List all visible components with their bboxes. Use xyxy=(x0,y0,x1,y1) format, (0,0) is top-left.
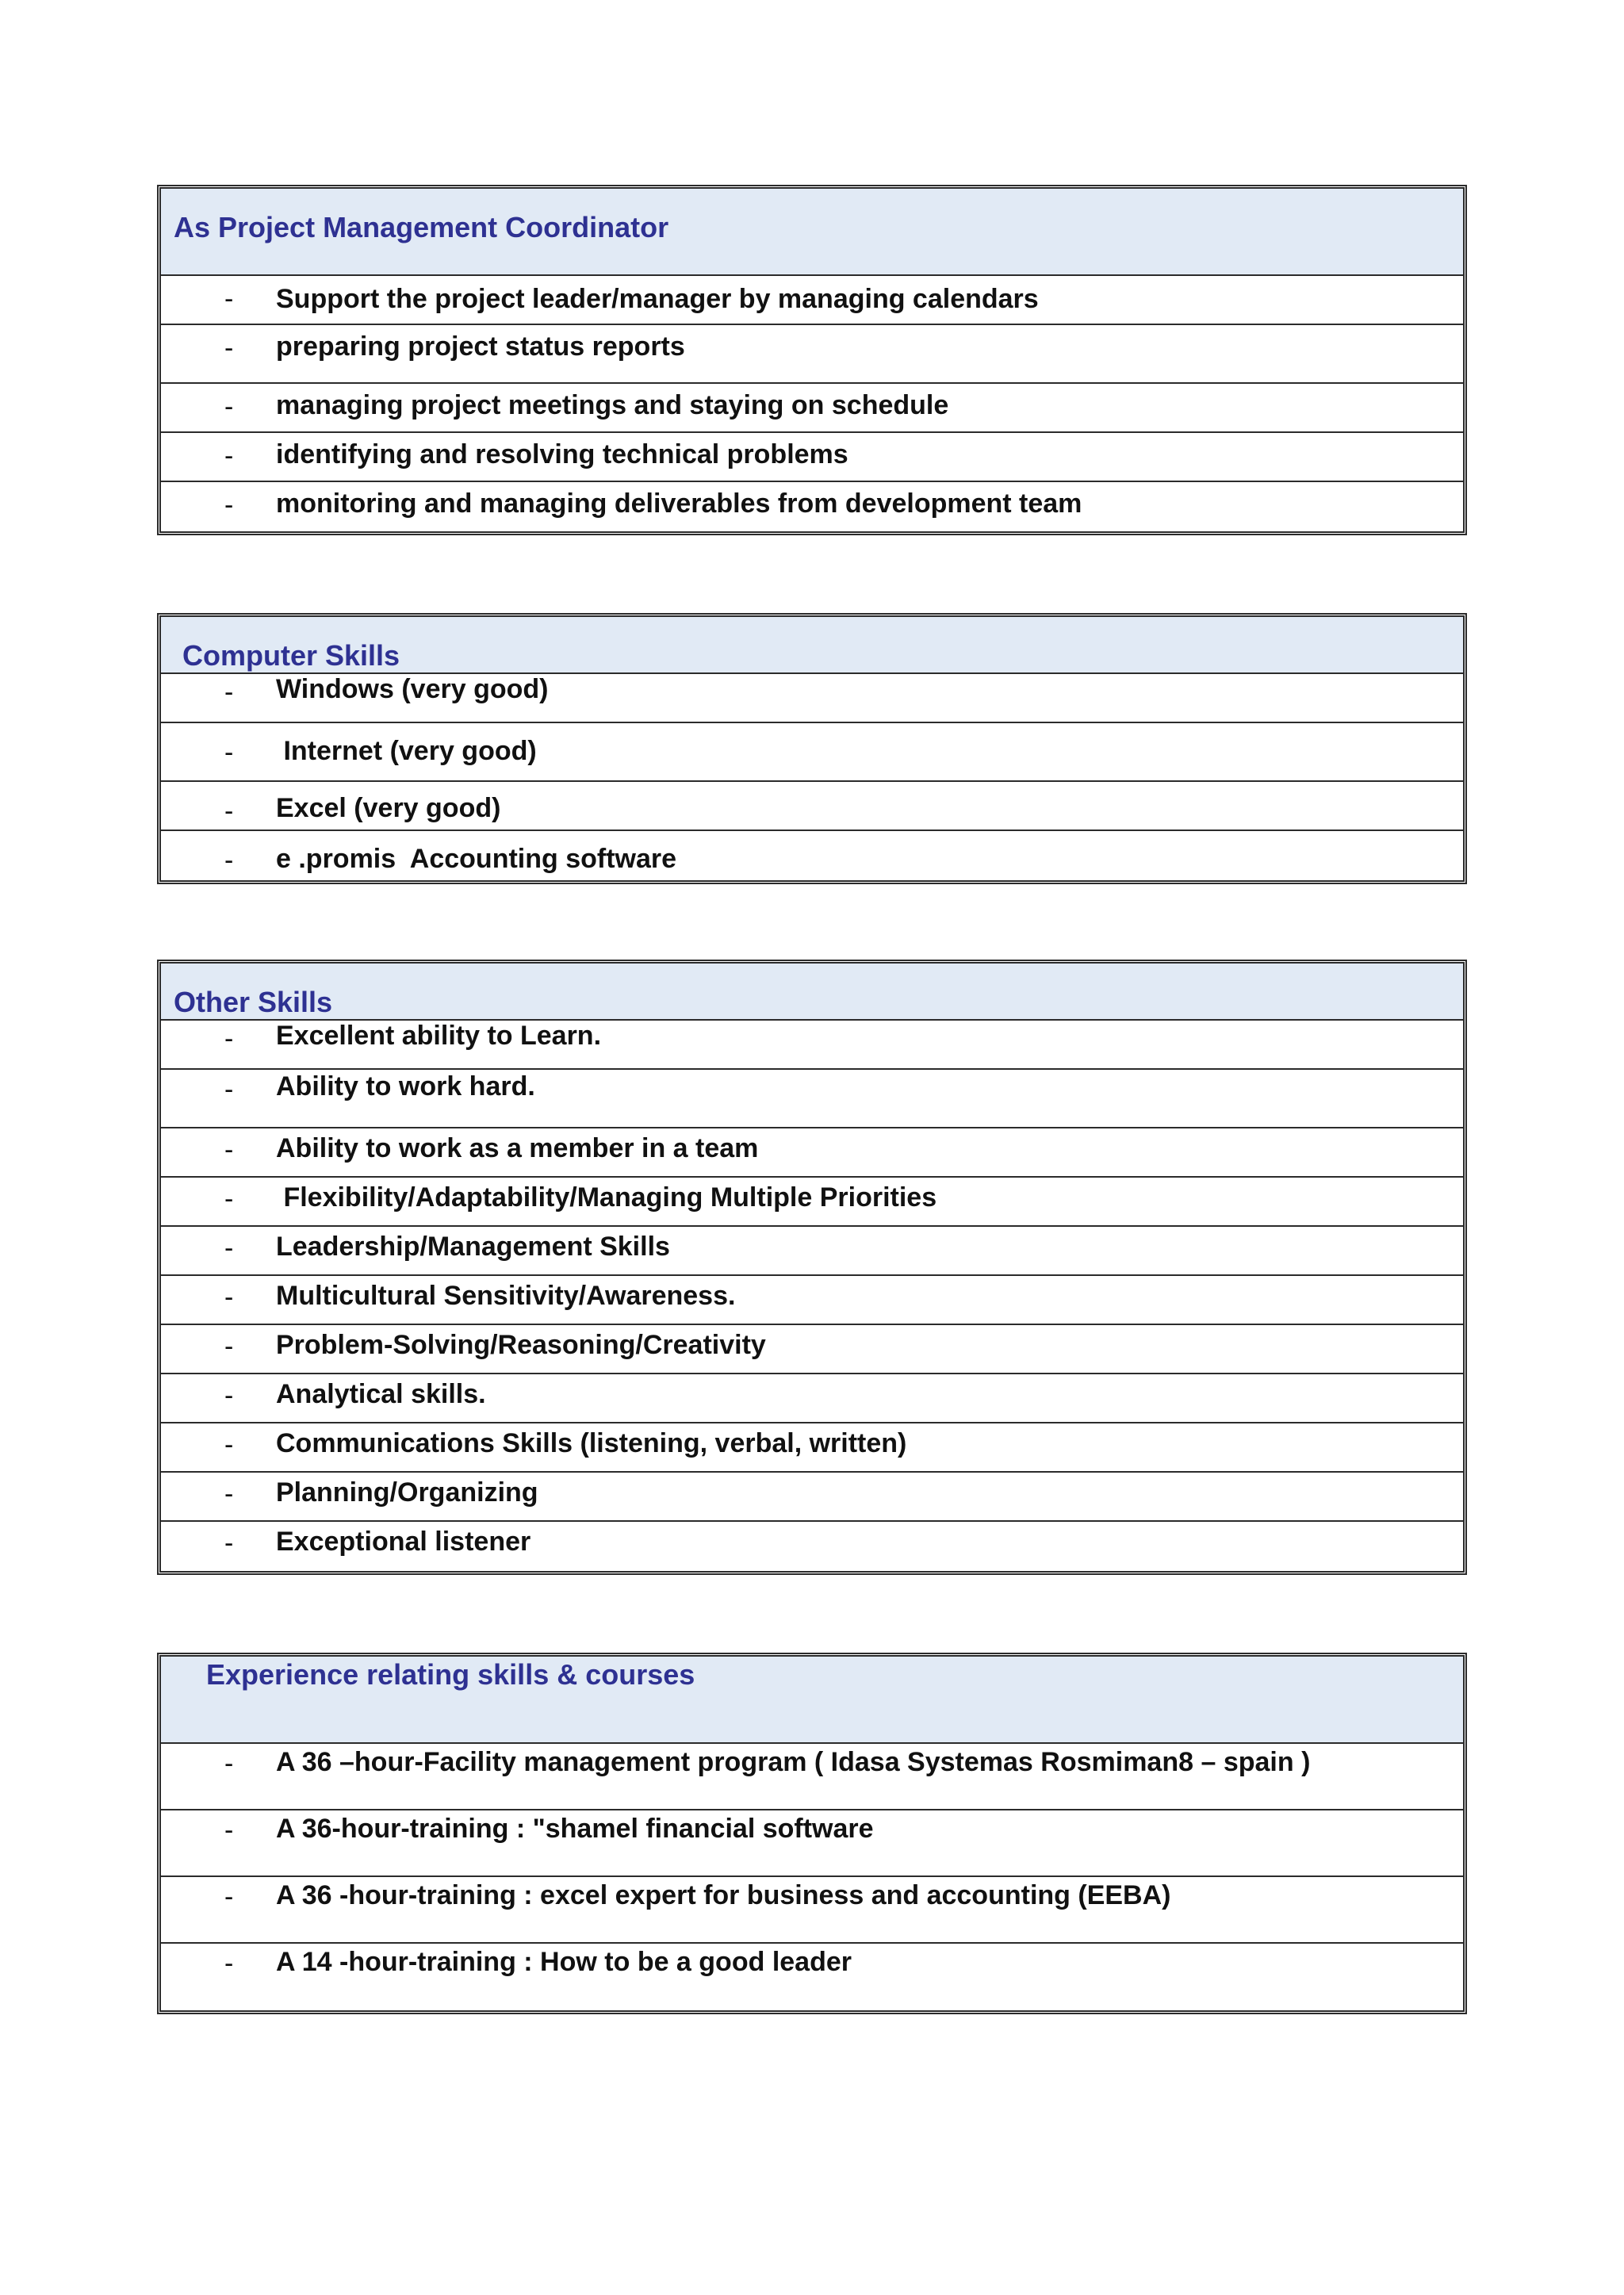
section-header xyxy=(161,617,1463,674)
list-item-text: A 14 -hour-training : How to be a good leader xyxy=(276,1947,852,1977)
list-item-text: Analytical skills. xyxy=(276,1379,486,1409)
section-title: Other Skills xyxy=(174,986,333,1018)
bullet-dash: - xyxy=(224,1233,234,1263)
list-item-text: identifying and resolving technical problems xyxy=(276,439,848,469)
list-item xyxy=(161,1944,1463,2010)
bullet-dash: - xyxy=(224,1331,234,1362)
bullet-dash: - xyxy=(224,1184,234,1214)
list-item-text: e .promis Accounting software xyxy=(276,844,677,874)
list-item-text: Excellent ability to Learn. xyxy=(276,1021,602,1051)
list-item xyxy=(161,1473,1463,1522)
bullet-dash: - xyxy=(224,1815,234,1845)
section-other-skills xyxy=(157,960,1467,1575)
list-item-text: Excel (very good) xyxy=(276,793,501,823)
list-item xyxy=(161,325,1463,384)
list-item xyxy=(161,1227,1463,1276)
list-item-text: Support the project leader/manager by managing calendars xyxy=(276,284,1039,314)
list-item-text: Leadership/Management Skills xyxy=(276,1232,670,1262)
list-item xyxy=(161,1374,1463,1423)
list-item xyxy=(161,1423,1463,1473)
section-header xyxy=(161,189,1463,276)
list-item-text: Multicultural Sensitivity/Awareness. xyxy=(276,1281,736,1311)
list-item-text: Windows (very good) xyxy=(276,674,549,704)
list-item-text: Communications Skills (listening, verbal, written) xyxy=(276,1428,907,1458)
list-item xyxy=(161,1522,1463,1571)
list-item xyxy=(161,723,1463,782)
section-title: As Project Management Coordinator xyxy=(174,211,669,243)
list-item-text: Ability to work as a member in a team xyxy=(276,1133,759,1163)
bullet-dash: - xyxy=(224,1479,234,1509)
list-item-text: Internet (very good) xyxy=(276,736,537,766)
list-item-text: Planning/Organizing xyxy=(276,1477,538,1508)
bullet-dash: - xyxy=(224,1135,234,1165)
bullet-dash: - xyxy=(224,796,234,826)
bullet-dash: - xyxy=(224,284,234,314)
list-item xyxy=(161,1744,1463,1810)
bullet-dash: - xyxy=(224,392,234,422)
list-item-text: Exceptional listener xyxy=(276,1527,531,1557)
list-item-text: preparing project status reports xyxy=(276,331,685,362)
section-project-management xyxy=(157,185,1467,535)
list-item-text: A 36 –hour-Facility management program ( Idasa Systemas Rosmiman8 – spain ) xyxy=(276,1747,1311,1777)
section-experience-courses xyxy=(157,1653,1467,2014)
bullet-dash: - xyxy=(224,333,234,363)
list-item xyxy=(161,482,1463,531)
section-header xyxy=(161,1657,1463,1744)
list-item xyxy=(161,1178,1463,1227)
list-item xyxy=(161,782,1463,831)
bullet-dash: - xyxy=(224,738,234,768)
bullet-dash: - xyxy=(224,1948,234,1979)
bullet-dash: - xyxy=(224,1282,234,1312)
list-item xyxy=(161,674,1463,723)
list-item xyxy=(161,1128,1463,1178)
list-item xyxy=(161,276,1463,325)
bullet-dash: - xyxy=(224,1430,234,1460)
bullet-dash: - xyxy=(224,845,234,875)
list-item xyxy=(161,384,1463,433)
list-item-text: A 36 -hour-training : excel expert for business and accounting (EEBA) xyxy=(276,1880,1171,1910)
list-item xyxy=(161,1276,1463,1325)
list-item xyxy=(161,1021,1463,1070)
list-item-text: Problem-Solving/Reasoning/Creativity xyxy=(276,1330,766,1360)
bullet-dash: - xyxy=(224,1381,234,1411)
bullet-dash: - xyxy=(224,1528,234,1558)
list-item-text: A 36-hour-training : "shamel financial software xyxy=(276,1814,874,1844)
list-item xyxy=(161,1810,1463,1877)
list-item xyxy=(161,433,1463,482)
list-item xyxy=(161,1070,1463,1128)
list-item xyxy=(161,831,1463,880)
list-item-text: managing project meetings and staying on schedule xyxy=(276,390,949,420)
list-item-text: Flexibility/Adaptability/Managing Multiple Priorities xyxy=(276,1182,937,1213)
bullet-dash: - xyxy=(224,490,234,520)
bullet-dash: - xyxy=(224,677,234,707)
list-item xyxy=(161,1325,1463,1374)
section-computer-skills xyxy=(157,613,1467,884)
bullet-dash: - xyxy=(224,1749,234,1779)
bullet-dash: - xyxy=(224,1024,234,1054)
list-item-text: monitoring and managing deliverables from development team xyxy=(276,489,1082,519)
bullet-dash: - xyxy=(224,1075,234,1105)
list-item-text: Ability to work hard. xyxy=(276,1071,535,1102)
section-title: Computer Skills xyxy=(182,639,400,672)
section-header xyxy=(161,964,1463,1021)
list-item xyxy=(161,1877,1463,1944)
bullet-dash: - xyxy=(224,441,234,471)
section-title: Experience relating skills & courses xyxy=(206,1658,695,1691)
bullet-dash: - xyxy=(224,1882,234,1912)
